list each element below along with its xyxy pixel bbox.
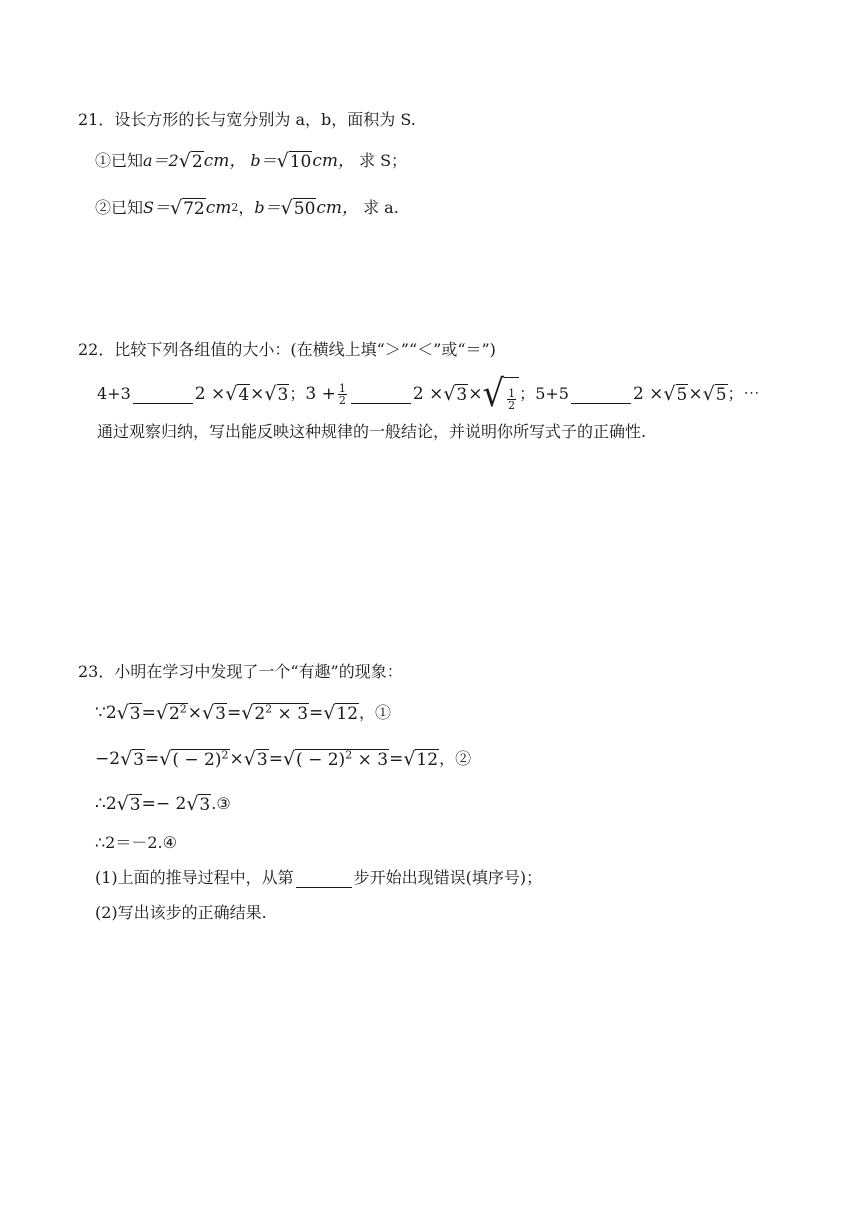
q23-subq1 bbox=[95, 866, 542, 890]
answer-blank[interactable] bbox=[571, 385, 631, 404]
times: × bbox=[229, 749, 244, 769]
q21-p1-label: ①已知 bbox=[95, 151, 144, 170]
sqrt-symbol: √ 4 bbox=[225, 382, 250, 405]
q23-l2-coef: −2 bbox=[95, 749, 121, 769]
q23-subq2 bbox=[95, 901, 267, 925]
because-symbol: ∵ bbox=[95, 703, 106, 723]
radicand-tail: × 3 bbox=[272, 703, 309, 724]
equals: = bbox=[145, 749, 160, 769]
exponent: 2 bbox=[221, 747, 229, 761]
equals-neg: =− 2 bbox=[141, 794, 187, 814]
sqrt-symbol: √ 3 bbox=[264, 382, 289, 405]
q23-l1-coef: 2 bbox=[105, 703, 117, 723]
q21-p2-s-unit: cm bbox=[205, 198, 232, 218]
fraction-numerator: 1 bbox=[338, 381, 346, 395]
radicand-tail: × 3 bbox=[352, 749, 389, 770]
q22-g2-radicand1: 3 bbox=[456, 384, 468, 405]
exponent: 2 bbox=[345, 747, 353, 761]
radicand: 3 bbox=[256, 749, 268, 770]
radicand: 3 bbox=[215, 703, 226, 724]
q21-p1-a-radicand: 2 bbox=[191, 151, 203, 172]
fraction-denominator: 2 bbox=[508, 399, 516, 412]
q22-g2-fraction bbox=[338, 383, 347, 406]
q21-title bbox=[78, 108, 416, 132]
sqrt-symbol: √ 50 bbox=[280, 196, 316, 219]
q21-p1-tail: 求 S； bbox=[359, 151, 408, 170]
q22-title-text: 22．比较下列各组值的大小：(在横线上填“＞”“＜”或“＝”) bbox=[78, 340, 496, 359]
q22-g2-right: 2 × bbox=[412, 384, 444, 404]
equals: = bbox=[141, 703, 156, 723]
q21-p2-label: ②已知 bbox=[95, 198, 144, 217]
q22-g1-sep: ； bbox=[289, 384, 306, 403]
fraction-denominator: 2 bbox=[338, 393, 346, 407]
q21-part1 bbox=[95, 149, 407, 173]
exponent: 2 bbox=[265, 701, 273, 715]
q21-p1-b-eq: b＝ bbox=[250, 151, 277, 170]
q23-l3-coef: 2 bbox=[105, 794, 117, 814]
q21-part2: ②已知 S＝ √ 72 cm 2 ， b＝ √ 50 cm， 求 a. bbox=[95, 196, 399, 219]
q21-p2-sep: ， bbox=[238, 198, 255, 217]
q22-g3-times: × bbox=[688, 384, 703, 404]
equals: = bbox=[268, 749, 283, 769]
q22-comparison-row bbox=[97, 374, 760, 414]
q23-line3 bbox=[95, 790, 231, 818]
q22-instruction bbox=[97, 420, 646, 444]
q22-instruction-text: 通过观察归纳，写出能反映这种规律的一般结论，并说明你所写式子的正确性. bbox=[97, 422, 647, 441]
q21-p2-s-radicand: 72 bbox=[183, 198, 205, 219]
q21-p2-b-eq: b＝ bbox=[254, 198, 281, 217]
radicand: 2 bbox=[254, 703, 266, 724]
sqrt-symbol: √ $\frac{1}{2}$ bbox=[483, 377, 520, 411]
answer-blank[interactable] bbox=[351, 385, 411, 404]
q21-p2-b-unit: cm， bbox=[316, 198, 360, 218]
q23-title bbox=[78, 660, 403, 684]
radicand: ( − 2) bbox=[172, 749, 222, 770]
sqrt-symbol: √ ( − 2)$^2$ bbox=[159, 747, 229, 770]
sqrt-symbol: √ 3 bbox=[116, 701, 141, 724]
step-mark: ，② bbox=[439, 749, 472, 768]
sqrt-symbol: √ 3 bbox=[120, 747, 144, 770]
answer-blank[interactable] bbox=[296, 869, 352, 888]
q23-subq2-text: (2)写出该步的正确结果. bbox=[95, 903, 267, 922]
q22-g2-sep: ； bbox=[519, 384, 536, 403]
therefore-symbol: ∴ bbox=[95, 794, 106, 814]
sqrt-symbol: √ 10 bbox=[276, 149, 312, 172]
q21-p1-a-eq: a＝2 bbox=[143, 151, 179, 170]
sqrt-symbol: √ 3 bbox=[116, 792, 141, 815]
radicand: 3 bbox=[199, 794, 211, 815]
radicand: 12 bbox=[336, 703, 359, 724]
sqrt-symbol: √ 3 bbox=[186, 792, 211, 815]
sqrt-symbol: √ 5 bbox=[702, 382, 727, 405]
q22-g1-left: 4+3 bbox=[97, 384, 131, 403]
radicand: 3 bbox=[133, 749, 144, 770]
q23-title-text: 23．小明在学习中发现了一个“有趣”的现象： bbox=[78, 662, 403, 681]
q23-subq1-post: 步开始出现错误(填序号)； bbox=[353, 868, 543, 887]
step-mark: .③ bbox=[211, 794, 231, 813]
sqrt-symbol: √ 72 bbox=[169, 196, 205, 219]
q21-p1-a-unit: cm， bbox=[203, 151, 247, 171]
q22-g1-times: × bbox=[250, 384, 265, 404]
q21-p2-b-radicand: 50 bbox=[293, 198, 316, 219]
radicand: 3 bbox=[129, 794, 141, 815]
radicand: 3 bbox=[129, 703, 141, 724]
sqrt-symbol: √ 12 bbox=[403, 747, 439, 770]
q21-p2-s-eq: S＝ bbox=[143, 198, 170, 217]
sqrt-symbol: √ 3 bbox=[443, 382, 468, 405]
equals: = bbox=[309, 703, 324, 723]
times: × bbox=[187, 703, 203, 723]
q22-g3-radicand1: 5 bbox=[676, 384, 688, 405]
sqrt-symbol: √ 3 bbox=[202, 701, 226, 724]
step-mark: ，① bbox=[359, 703, 392, 722]
sqrt-symbol: √ 12 bbox=[323, 701, 359, 724]
answer-blank[interactable] bbox=[133, 385, 193, 404]
q21-title-text: 21．设长方形的长与宽分别为 a，b，面积为 S. bbox=[78, 110, 416, 129]
q22-g3-radicand2: 5 bbox=[715, 384, 727, 405]
q23-l4-text: ∴2＝－2.④ bbox=[95, 833, 177, 852]
q22-g1-radicand1: 4 bbox=[238, 384, 250, 405]
exponent: 2 bbox=[179, 701, 187, 715]
equals: = bbox=[389, 749, 404, 769]
q21-p1-b-unit: cm， bbox=[312, 151, 355, 171]
sqrt-symbol: √ 2 bbox=[178, 149, 203, 172]
q22-g3-left: 5+5 bbox=[535, 384, 569, 403]
q22-title bbox=[78, 338, 496, 362]
radicand: 2 bbox=[168, 703, 180, 724]
q22-g3-sep: ；⋯ bbox=[727, 384, 760, 403]
q22-g2-times: × bbox=[468, 384, 483, 404]
sqrt-symbol: √ $2^2 \times 3$ bbox=[241, 701, 309, 724]
sqrt-symbol: √ ( − 2)$^2$ × 3 bbox=[282, 747, 389, 770]
q22-g2-left: 3 + bbox=[305, 384, 336, 404]
equals: = bbox=[226, 703, 242, 723]
q22-g1-radicand2: 3 bbox=[277, 384, 289, 405]
q22-g1-right: 2 × bbox=[194, 384, 226, 404]
radicand: ( − 2) bbox=[296, 749, 346, 770]
q23-line1 bbox=[95, 699, 391, 727]
sqrt-symbol: √ 3 bbox=[243, 747, 268, 770]
fraction-numerator: 1 bbox=[508, 387, 516, 400]
sqrt-symbol: √ 5 bbox=[663, 382, 688, 405]
q22-g3-right: 2 × bbox=[632, 384, 664, 404]
q23-line4 bbox=[95, 831, 177, 855]
sqrt-symbol: √ $2^2$ bbox=[155, 701, 187, 724]
radicand: 12 bbox=[416, 749, 439, 770]
q23-subq1-pre: (1)上面的推导过程中，从第 bbox=[95, 868, 294, 887]
q21-p2-tail: 求 a. bbox=[363, 198, 399, 217]
q23-line2 bbox=[95, 744, 471, 774]
q21-p1-b-radicand: 10 bbox=[289, 151, 312, 172]
